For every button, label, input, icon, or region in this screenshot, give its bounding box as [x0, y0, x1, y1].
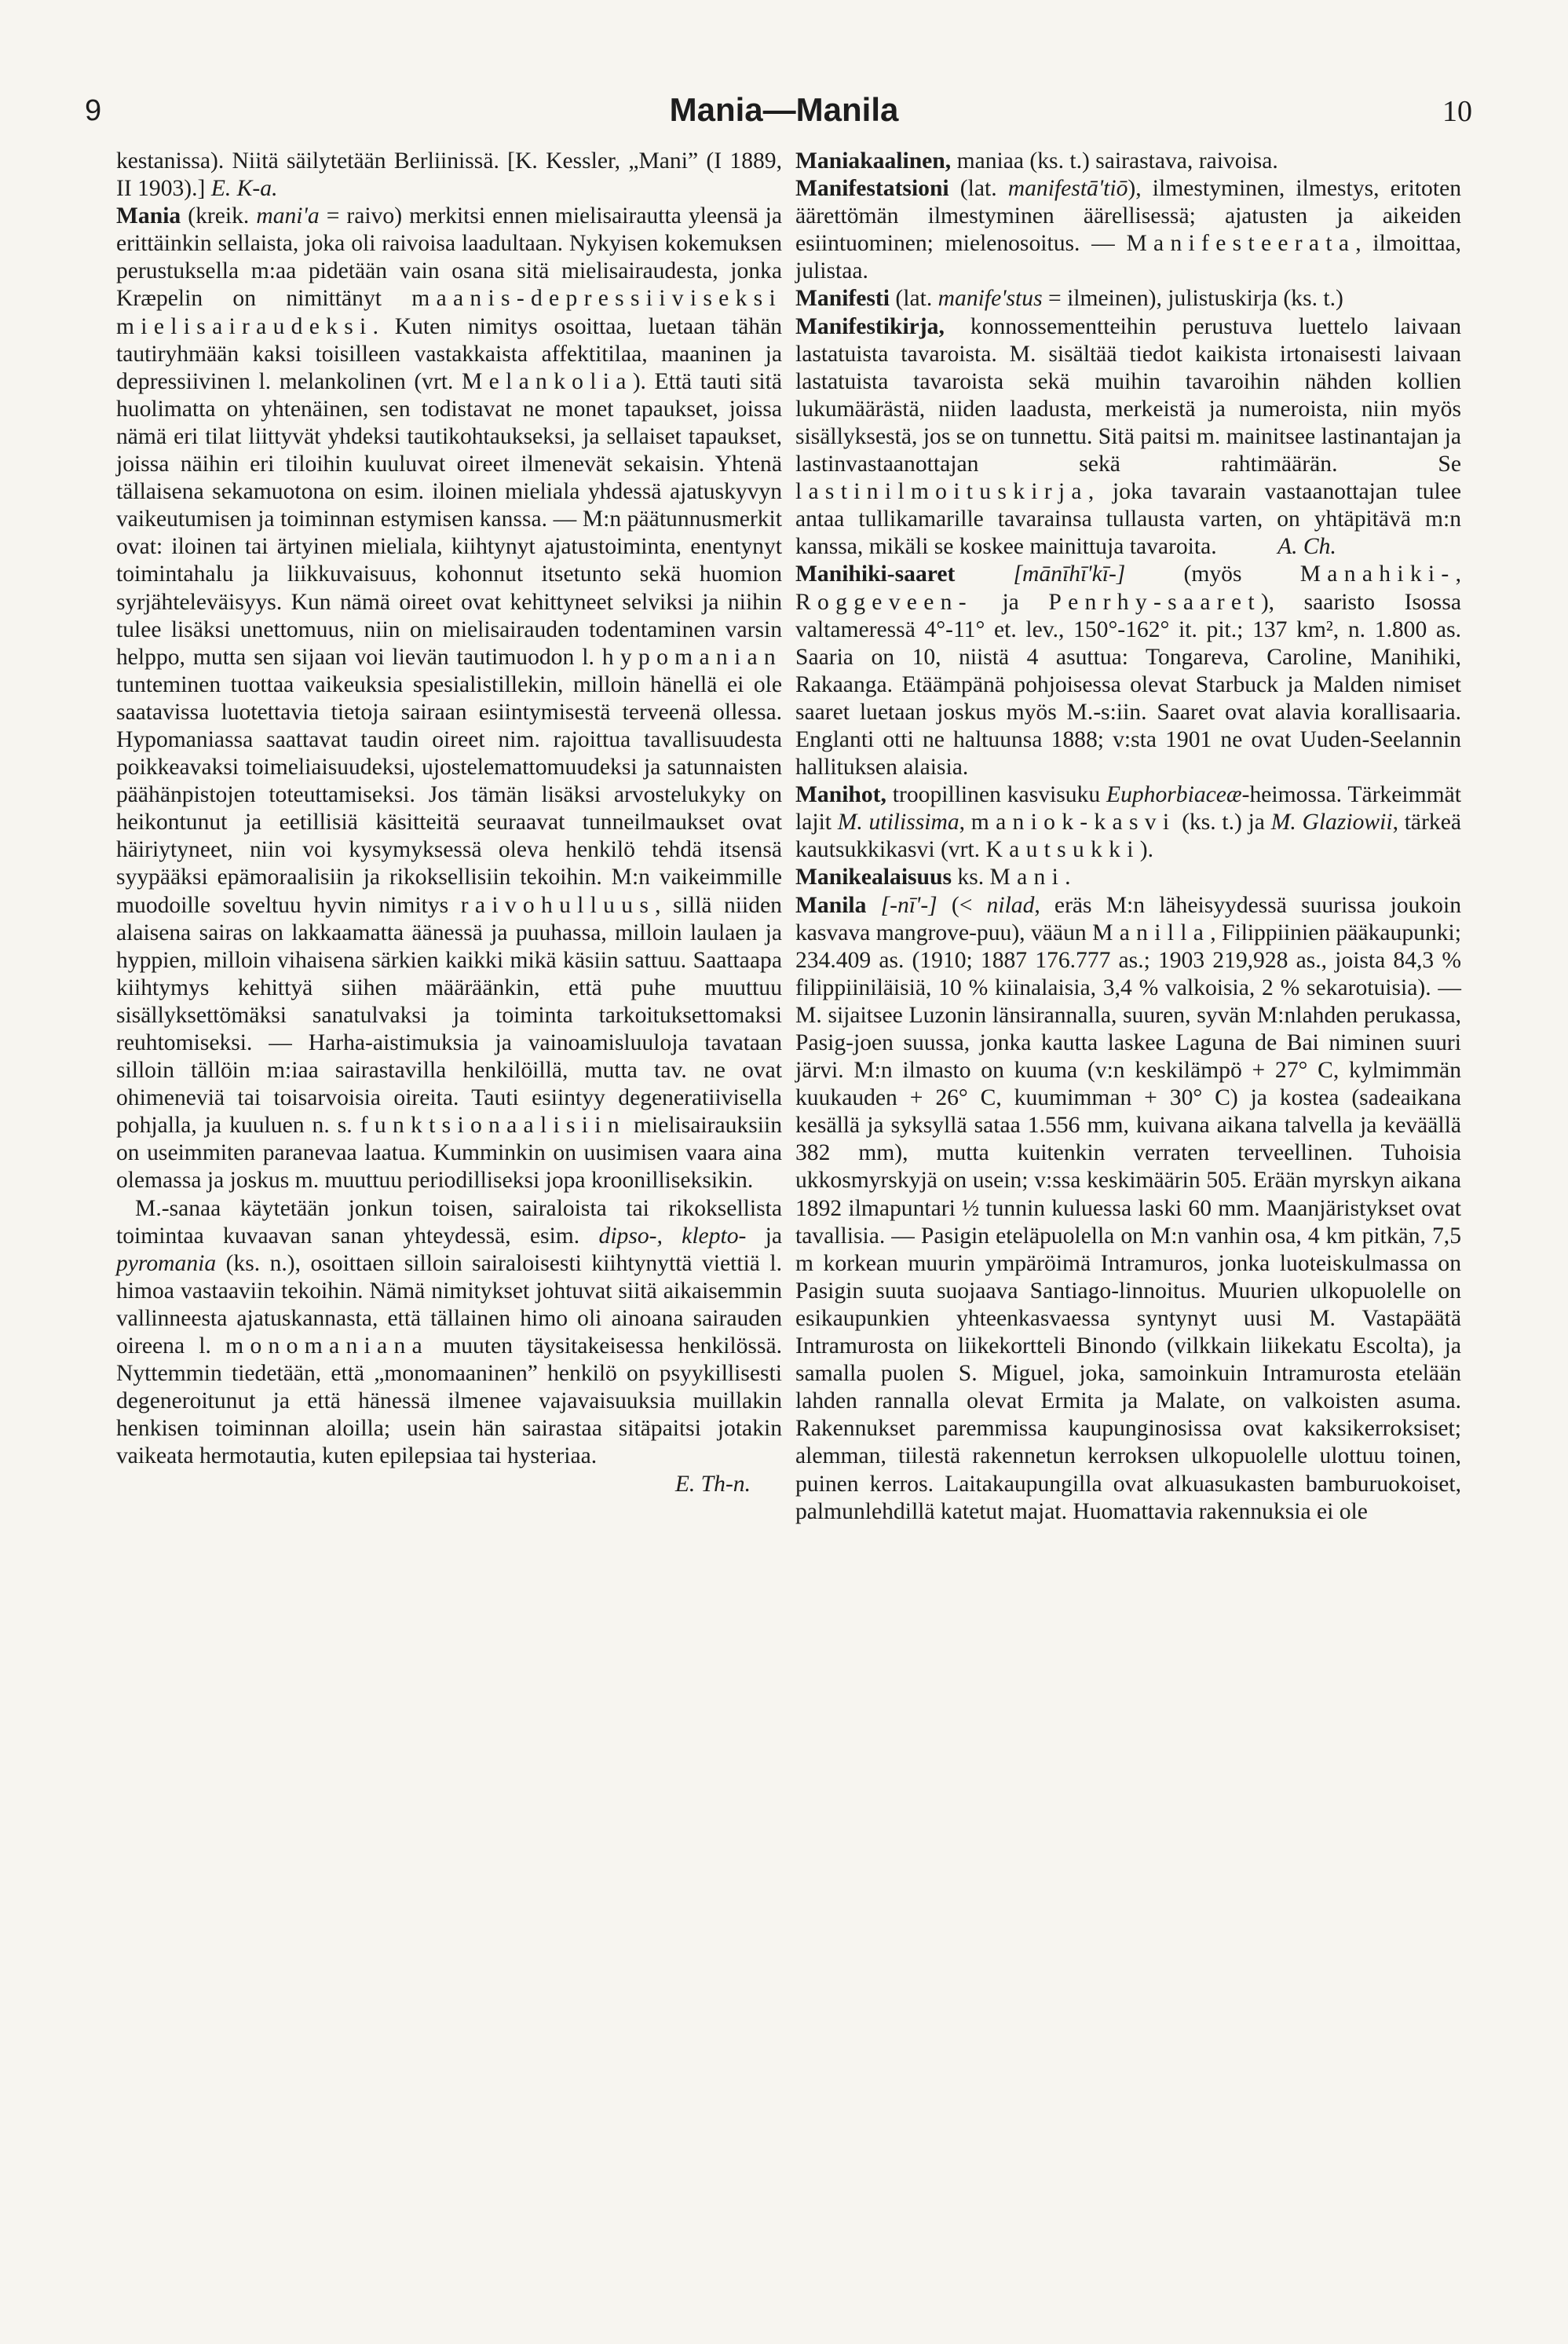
entry-manihiki-saaret [795, 561, 1461, 781]
entry-text: tunteminen tuottaa vaikeuksia spesialistillekin, milloin hänellä ei ole saatavissa luotettavia tietoja sairaan esiintymisestä terveenä ollessa. Hypomaniassa saattavat taudin oireet nim. rajoittua tavallisuudesta poikkeavaksi toimeliaisuudeksi, ujostelemattomuudeksi ja satunnaisten päähänpistojen toteuttamiseksi. Jos tämän lisäksi arvostelukyky on heikontunut ja eetillisiä käsitteitä seuraavat tunneilmaukset ovat häiriytyneet, niin voi kysymyksessä oleva henkilö tehdä itsensä syypääksi epämoraalisiin ja rikoksellisiin tekoihin. M:n vaikeimmille muodoille soveltuu hyvin nimitys [116, 671, 782, 918]
headword: Manikealaisuus [795, 865, 952, 890]
entry-text: = raivo) merkitsi ennen mielisairautta yleensä ja erittäinkin sellaista, joka oli raivoisa laadultaan. Nykyisen kokemuksen perustuksella m:aa pidetään vain osana sitä mielisairaudesta, jonka Kræpelin on nimittänyt [116, 203, 782, 312]
entry-manila [795, 892, 1461, 1526]
italic-term: M. utilissima [837, 810, 959, 836]
spaced-term: Manahiki- [1299, 561, 1456, 587]
etymology: mani'a [256, 203, 320, 229]
spaced-term: Roggeveen- [795, 589, 973, 615]
entry-text: (kreik. [188, 203, 250, 229]
pronunciation: [-nī'-] [880, 892, 938, 918]
spaced-term: Manifesteerata [1126, 231, 1356, 257]
page-number-right: 10 [1442, 95, 1472, 128]
entry-text: muuten täysitakeisessa henkilössä. Nyttemmin tiedetään, että „monomaaninen” henkilö on psyykillisesti degeneroitunut ja että hänessä ilmenee vajavaisuuksia muillakin henkisen toiminnan aloilla; usein hän sairastaa sitäpaitsi jotakin vaikeata hermotautia, kuten epilepsiaa tai hysteriaa. [116, 1333, 782, 1469]
entry-text: ), ilmestyminen, ilmestys, eritoten äärettömän ilmestyminen äärellisessä; ajatusten ja aikeiden esiintuominen; mielenosoitus. — [795, 176, 1462, 257]
entry-maniakaalinen [795, 148, 1461, 175]
spaced-term: Penrhy-saaret [1048, 589, 1261, 615]
entry-manifestatsioni [795, 175, 1461, 285]
pronunciation: [mānīhī'kī-] [1013, 561, 1126, 587]
italic-term: Euphorbiaceæ- [1106, 782, 1250, 808]
left-column [116, 148, 782, 1498]
headword: Mania [116, 203, 181, 229]
page-number-left: 9 [85, 94, 102, 127]
spaced-term: maanis-depressiiviseksi mielisairaudeksi [116, 286, 782, 339]
entry-continuation [116, 148, 782, 203]
author-signature: E. Th-n. [674, 1471, 751, 1497]
author-signature: A. Ch. [1277, 534, 1336, 560]
entry-text: . [1065, 865, 1071, 890]
cross-reference: Kautsukki [985, 837, 1140, 863]
entry-text: = ilmeinen), julistuskirja (ks. t.) [1048, 286, 1343, 312]
author-signature: E. K-a. [210, 176, 278, 202]
entry-text: , joka tavarain vastaanottajan tulee antaa tullikamarille tavarainsa tullausta varten, on yhtäpitävä m:n kanssa, mikäli se koskee mainittuja tavaroita. [795, 479, 1461, 560]
entry-text: (lat. [959, 176, 997, 202]
headword: Manifestikirja, [795, 313, 945, 339]
entry-text: , [959, 810, 966, 836]
spaced-term: funktsionaalisiin [360, 1113, 626, 1139]
spaced-term: Manilla [1092, 920, 1211, 945]
spaced-term: lastinilmoituskirja [795, 479, 1088, 505]
entry-text: , ilmoittaa, julistaa. [795, 231, 1461, 284]
headword: Manila [795, 892, 867, 918]
italic-term: dipso-, klepto- [598, 1223, 747, 1249]
entry-text: ks. [957, 865, 985, 890]
entry-text: . Kuten nimitys osoittaa, luetaan tähän tautiryhmään kaksi toisilleen vastakkaista affektitilaa, maaninen ja depressiivinen l. melankolinen (vrt. [116, 313, 782, 394]
spaced-term: monomaniana [225, 1333, 429, 1359]
entry-text: ja [1002, 589, 1019, 615]
etymology: manife'stus [938, 286, 1043, 312]
entry-text: (ks. n.), osoittaen silloin sairaloisesti kiihtynyttä viettiä l. himoa vastaaviin tekoihin. Nämä nimitykset johtuvat siitä aikaisemmin vallinneesta ajatuskannasta, että tällainen himo oli ainoana sairauden oireena l. [116, 1250, 782, 1359]
cross-reference: Mani [989, 865, 1065, 890]
entry-text: mielisairauksiin on useimmiten paranevaa laatua. Kumminkin on uusimisen vaara aina olemassa ja joskus m. muuttuu periodilliseksi jopa kroonilliseksikin. [116, 1113, 782, 1194]
entry-text: ). Että tauti sitä huolimatta on yhtenäinen, sen todistavat ne monet tapaukset, joissa nämä eri tilat liittyvät yhdeksi tautikohtaukseksi, ja sellaiset tapaukset, joissa näihin eri tiloihin kuuluvat oireet ilmenevät sekaisin. Yhtenä tällaisena sekamuotona on esim. iloinen mieliala yhdessä ajatuskyvyn vaikeutumisen ja toiminnan estymisen kanssa. — M:n päätunnusmerkit ovat: iloinen tai ärtyinen mieliala, kiihtynyt ajatustoiminta, enentynyt toimintahalu ja liikkuvaisuus, kohonnut itsetunto sekä huomion syrjähteleväisyys. Kun nämä oireet ovat kehittyneet selviksi ja niihin tulee lisäksi unettomuus, niin on mielisairauden todentaminen varsin helppo, mutta sen sijaan voi lievän tautimuodon l. [116, 368, 782, 670]
entry-text: (ks. t.) ja [1182, 810, 1265, 836]
entry-text: maniaa (ks. t.) sairastava, raivoisa. [956, 148, 1278, 174]
headword: Maniakaalinen, [795, 148, 952, 174]
entry-text: troopillinen kasvisuku [892, 782, 1101, 808]
entry-text: , tärkeä kautsukkikasvi (vrt. [795, 810, 1461, 863]
entry-text: (lat. [895, 286, 933, 312]
entry-text: , Filippiinien pääkaupunki; 234.409 as. (1910; 1887 176.777 as.; 1903 219,928 as., joista 84,3 % filippiiniläisiä, 10 % kiinalaisia, 3,4 % valkoisia, 2 % sekarotuisia). — M. sijaitsee Luzonin länsirannalla, suuren, syvän M:nlahden perukassa, Pasig-joen suussa, jonka kautta laskee Laguna de Bai niminen suuri järvi. M:n ilmasto on kuuma (v:n keskilämpö + 27° C, kylmimmän kuukauden + 26° C, kuumimman + 30° C) ja kostea (sadeaikana kesällä ja syksyllä sataa 1.556 mm, kuivana aikana talvella ja keväällä 382 mm), mutta kuitenkin verraten terveellinen. Tuhoisia ukkosmyrskyjä on usein; v:ssa keskimäärin 505. Erään myrskyn aikana 1892 ilmapuntari ½ tunnin kuluessa laski 60 mm. Maanjäristykset ovat tavallisia. — Pasigin eteläpuolella on M:n vanhin osa, 4 km pitkän, 7,5 m korkean muurin ympäröimä Intramuros, jonka luoteiskulmassa on Pasigin suuta suojaava Santiago-linnoitus. Muurien ulkopuolelle on esikaupunkien yhteenkasvaessa syntynyt uusi M. Vastapäätä Intramurosta on liikekortteli Binondo (vilkkain liikekatu Escolta), ja samalla puolen S. Miguel, joka, samoinkuin Intramurosta etelään lahden rannalla olevat Ermita ja Malate, on valkoisten asuma. Rakennukset paremmissa kaupunginosissa ovat kaksikerroksiset; alemman, tiilestä rakennetun kerroksen ulkopuolelle ulottuu toinen, puinen kerros. Laitakaupungilla ovat alkuasukasten bamburuokoiset, palmunlehdillä katetut majat. Huomattavia rakennuksia ei ole [795, 920, 1461, 1524]
entry-text: ), saaristo Isossa valtameressä 4°-11° et. lev., 150°-162° it. pit.; 137 km², n. 1.800 as. Saaria on 10, niistä 4 asuttua: Tongareva, Caroline, Manihiki, Rakaanga. Etäämpänä pohjoisessa olevat Starbuck ja Malden nimiset saaret luetaan joskus myös M.-s:iin. Saaret ovat alavia korallisaaria. Englanti otti ne haltuunsa 1888; v:sta 1901 ne ovat Uuden-Seelannin hallituksen alaisia. [795, 589, 1461, 781]
spaced-term: raivohulluus [460, 892, 656, 918]
entry-text: , eräs M:n läheisyydessä suurissa joukoin kasvava mangrove-puu), vääun [795, 892, 1462, 945]
entry-text: ja [765, 1223, 783, 1249]
entry-text: kestanissa). Niitä säilytetään Berliinissä. [K. Kessler, „Mani” (I 1889, II 1903).] [116, 148, 782, 202]
entry-manikealaisuus [795, 864, 1461, 891]
running-title: Mania—Manila [669, 91, 899, 128]
etymology: manifestā'tiō [1007, 176, 1128, 202]
spaced-term: maniok-kasvi [970, 810, 1176, 836]
headword: Manihiki-saaret [795, 561, 956, 587]
headword: Manihot, [795, 782, 886, 808]
entry-text: (< [951, 892, 973, 918]
cross-reference: Melankolia [462, 368, 633, 394]
italic-term: pyromania [116, 1250, 217, 1276]
entry-paragraph [116, 1195, 782, 1498]
headword: Manifestatsioni [795, 176, 949, 202]
etymology: nilad [986, 892, 1035, 918]
spaced-term: hypomanian [601, 644, 783, 670]
entry-text: M.-sanaa käytetään jonkun toisen, sairaloista tai rikoksellista toimintaa kuvaavan sanan yhteydessä, esim. [116, 1195, 782, 1249]
entry-text: , [1455, 561, 1461, 587]
headword: Manifesti [795, 286, 890, 312]
entry-text: konnossementteihin perustuva luettelo laivaan lastatuista tavaroista. M. sisältää tiedot kaikista irtonaisesti laivaan lastatuista tavaroista sekä muihin tavaroihin nähden kollien lukumäärästä, niiden laadusta, merkeistä ja numeroista, niin myös sisällyksestä, jos se on tunnettu. Sitä paitsi m. mainitsee lastinantajan ja lastinvastaanottajan sekä rahtimäärän. Se [795, 313, 1461, 477]
entry-text: heimossa. Tärkeimmät lajit [795, 782, 1461, 836]
right-column [795, 148, 1461, 1526]
entry-manifestikirja [795, 313, 1461, 561]
italic-term: M. Glaziowii [1270, 810, 1393, 836]
entry-text: , sillä niiden alaisena sairas on lakkaamatta äänessä ja puuhassa, milloin laulaen ja hyppien, milloin vihaisena särkien kaikki mikä käsiin sattuu. Saattaapa kiihtymys kehittyä siihen määräänkin, että puhe muuttuu sisällyksettömäksi sanatulvaksi ja toiminta tarkoituksettomaksi reuhtomiseksi. — Harha-aistimuksia ja vainoamisluuloja tavataan silloin tällöin m:iaa sairastavilla henkilöillä, mutta tav. ne ovat ohimeneviä tai toisarvoisia oireita. Tauti esiintyy degeneratiivisella pohjalla, ja kuuluen n. s. [116, 892, 782, 1139]
entry-text: (myös [1183, 561, 1242, 587]
entry-manifesti [795, 285, 1461, 313]
page-header [0, 88, 1568, 135]
entry-mania [116, 203, 782, 1194]
entry-text: ). [1139, 837, 1153, 863]
entry-manihot [795, 781, 1461, 864]
